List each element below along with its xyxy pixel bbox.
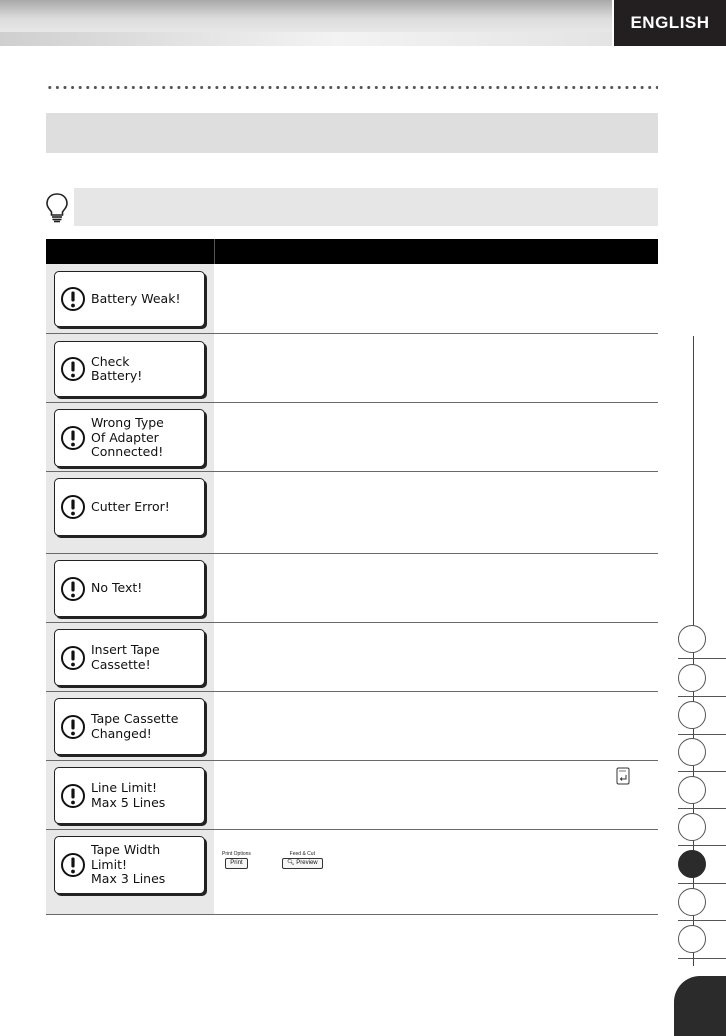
exclamation-icon: [59, 713, 87, 741]
lcd-message-text: Tape Width Limit! Max 3 Lines: [91, 842, 166, 887]
chapter-tab[interactable]: [678, 813, 706, 841]
chapter-tab[interactable]: [678, 701, 706, 729]
language-tab: [614, 0, 726, 46]
table-row: [46, 830, 658, 915]
exclamation-icon: [59, 575, 87, 603]
chapter-tab[interactable]: [678, 664, 706, 692]
lcd-message: [54, 560, 205, 617]
lcd-message-text: Insert Tape Cassette!: [91, 642, 160, 672]
page-number-tab: [674, 976, 726, 1036]
lcd-message: [54, 341, 205, 397]
lightbulb-icon: [44, 192, 70, 224]
exclamation-icon: [59, 355, 87, 383]
table-header-divider: [214, 239, 215, 264]
language-label: ENGLISH: [630, 13, 710, 32]
print-key-caption: Print Options: [222, 851, 251, 857]
table-row: [46, 472, 658, 554]
lcd-message: [54, 629, 205, 686]
chapter-divider: [678, 696, 726, 697]
lcd-message: [54, 767, 205, 824]
table-row: [46, 692, 658, 761]
section-heading-bar: [46, 113, 658, 153]
lcd-message: [54, 271, 205, 327]
table-row: [46, 403, 658, 472]
print-key-label: Print: [225, 858, 247, 869]
chapter-divider: [678, 808, 726, 809]
chapter-divider: [678, 958, 726, 959]
print-key-icon: [222, 851, 251, 869]
exclamation-icon: [59, 493, 87, 521]
table-row: [46, 554, 658, 623]
tip-bar: [74, 188, 658, 226]
exclamation-icon: [59, 285, 87, 313]
lcd-message-text: Check Battery!: [91, 353, 143, 383]
chapter-divider: [678, 845, 726, 846]
table-row: [46, 334, 658, 403]
preview-key-icon: [282, 851, 323, 869]
chapter-tab[interactable]: [678, 625, 706, 653]
lcd-message-text: Tape Cassette Changed!: [91, 711, 179, 741]
chapter-divider: [678, 771, 726, 772]
table-header: [46, 239, 658, 264]
lcd-message-text: Cutter Error!: [91, 498, 170, 514]
lcd-message-text: Line Limit! Max 5 Lines: [91, 780, 166, 810]
exclamation-icon: [59, 782, 87, 810]
exclamation-icon: [59, 424, 87, 452]
lcd-message: [54, 478, 205, 536]
chapter-divider: [678, 920, 726, 921]
magnifier-icon: 🔍︎: [287, 860, 295, 866]
exclamation-icon: [59, 851, 87, 879]
chapter-tab[interactable]: [678, 776, 706, 804]
dotted-divider: [46, 85, 658, 90]
table-row: [46, 264, 658, 334]
line-enter-key-icon: [616, 767, 630, 785]
lcd-message-text: No Text!: [91, 580, 143, 596]
lcd-message: [54, 836, 205, 894]
lcd-message-text: Battery Weak!: [91, 290, 181, 306]
chapter-tab-active[interactable]: [678, 850, 706, 878]
lcd-message: [54, 698, 205, 755]
table-row: [46, 761, 658, 830]
chapter-divider: [678, 883, 726, 884]
chapter-tab[interactable]: [678, 925, 706, 953]
chapter-tab[interactable]: [678, 738, 706, 766]
lcd-message-text: Wrong Type Of Adapter Connected!: [91, 415, 164, 460]
preview-key-text: Preview: [296, 860, 318, 866]
lcd-message: [54, 409, 205, 467]
chapter-divider: [678, 734, 726, 735]
exclamation-icon: [59, 644, 87, 672]
chapter-divider: [678, 658, 726, 659]
table-row: [46, 623, 658, 692]
header-gradient-band: [0, 0, 612, 46]
preview-key-label: [282, 858, 323, 869]
preview-key-caption: Feed & Cut: [289, 851, 315, 857]
chapter-tab[interactable]: [678, 888, 706, 916]
